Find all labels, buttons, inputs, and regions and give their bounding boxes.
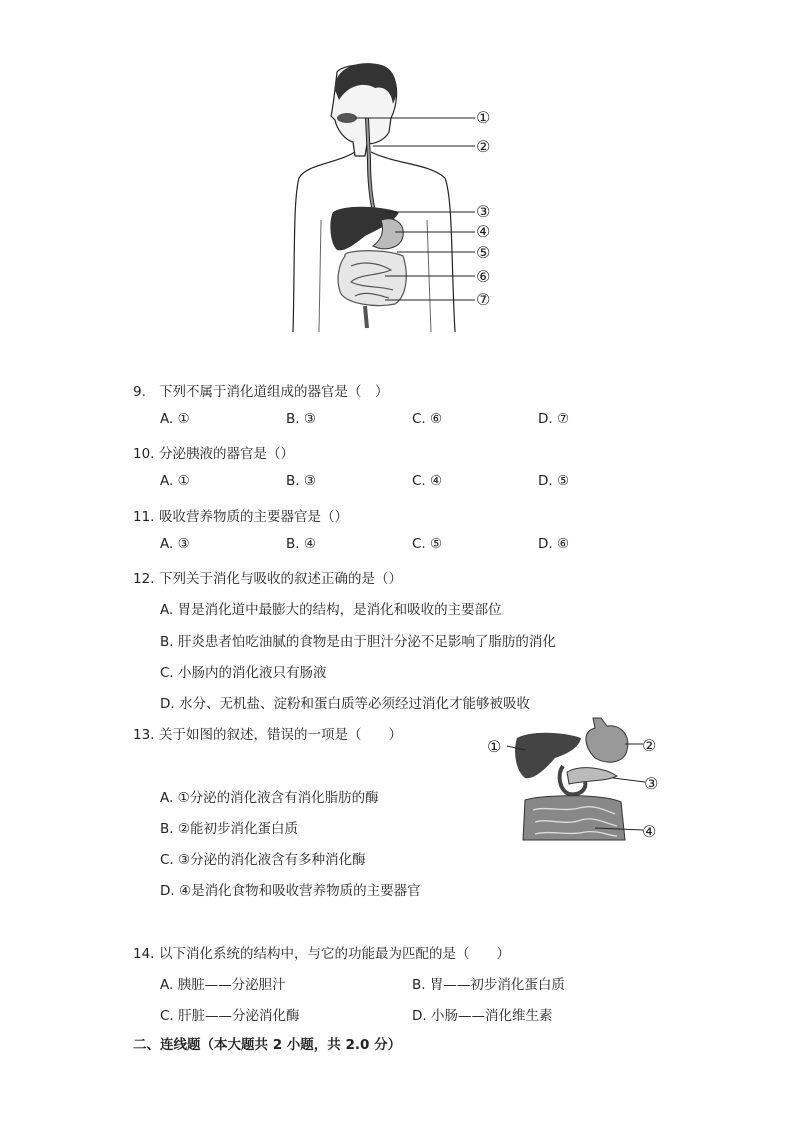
q14-option-b[interactable]: B. 胃——初步消化蛋白质	[412, 977, 565, 993]
fig1-label-2: ②	[476, 137, 491, 156]
fig2-label-1: ①	[487, 737, 502, 756]
q9-option-b[interactable]: B. ③	[286, 411, 316, 427]
organs-figure	[485, 714, 665, 844]
question-10: 10. 分泌胰液的器官是（）	[133, 446, 294, 462]
fig2-label-2: ②	[642, 736, 657, 755]
q14-option-a[interactable]: A. 胰脏——分泌胆汁	[160, 977, 286, 993]
fig1-label-4: ④	[476, 222, 491, 241]
q9-option-a[interactable]: A. ①	[160, 411, 190, 427]
q13-option-c[interactable]: C. ③分泌的消化液含有多种消化酶	[160, 852, 366, 868]
q13-option-b[interactable]: B. ②能初步消化蛋白质	[160, 821, 298, 837]
q11-option-d[interactable]: D. ⑥	[538, 536, 570, 552]
q13-option-a[interactable]: A. ①分泌的消化液含有消化脂肪的酶	[160, 790, 379, 806]
digestive-system-figure	[285, 60, 505, 335]
q12-option-b[interactable]: B. 肝炎患者怕吃油腻的食物是由于胆汁分泌不足影响了脂肪的消化	[160, 634, 556, 650]
q11-option-a[interactable]: A. ③	[160, 536, 190, 552]
q12-option-a[interactable]: A. 胃是消化道中最膨大的结构，是消化和吸收的主要部位	[160, 602, 502, 618]
fig1-label-6: ⑥	[476, 267, 491, 286]
q13-option-d[interactable]: D. ④是消化食物和吸收营养物质的主要器官	[160, 883, 421, 899]
question-13: 13. 关于如图的叙述，错误的一项是（ ）	[133, 727, 402, 743]
q10-option-a[interactable]: A. ①	[160, 473, 190, 489]
question-9: 9. 下列不属于消化道组成的器官是（ ）	[133, 384, 389, 400]
fig1-label-3: ③	[476, 202, 491, 221]
q9-option-c[interactable]: C. ⑥	[412, 411, 443, 427]
q11-option-c[interactable]: C. ⑤	[412, 536, 443, 552]
q10-option-d[interactable]: D. ⑤	[538, 473, 570, 489]
q11-option-b[interactable]: B. ④	[286, 536, 316, 552]
fig2-label-3: ③	[644, 774, 659, 793]
fig2-label-4: ④	[642, 822, 657, 841]
q14-option-d[interactable]: D. 小肠——消化维生素	[412, 1008, 553, 1024]
fig1-label-1: ①	[476, 108, 491, 127]
question-11: 11. 吸收营养物质的主要器官是（）	[133, 509, 348, 525]
fig1-label-7: ⑦	[476, 290, 491, 309]
fig1-label-5: ⑤	[476, 243, 491, 262]
section-2-heading: 二、连线题（本大题共 2 小题，共 2.0 分）	[133, 1037, 402, 1053]
q12-option-d[interactable]: D. 水分、无机盐、淀粉和蛋白质等必须经过消化才能够被吸收	[160, 696, 530, 712]
q9-option-d[interactable]: D. ⑦	[538, 411, 570, 427]
question-14: 14. 以下消化系统的结构中，与它的功能最为匹配的是（ ）	[133, 946, 510, 962]
question-12: 12. 下列关于消化与吸收的叙述正确的是（）	[133, 571, 402, 587]
q14-option-c[interactable]: C. 肝脏——分泌消化酶	[160, 1008, 300, 1024]
q12-option-c[interactable]: C. 小肠内的消化液只有肠液	[160, 665, 327, 681]
q10-option-c[interactable]: C. ④	[412, 473, 443, 489]
q10-option-b[interactable]: B. ③	[286, 473, 316, 489]
